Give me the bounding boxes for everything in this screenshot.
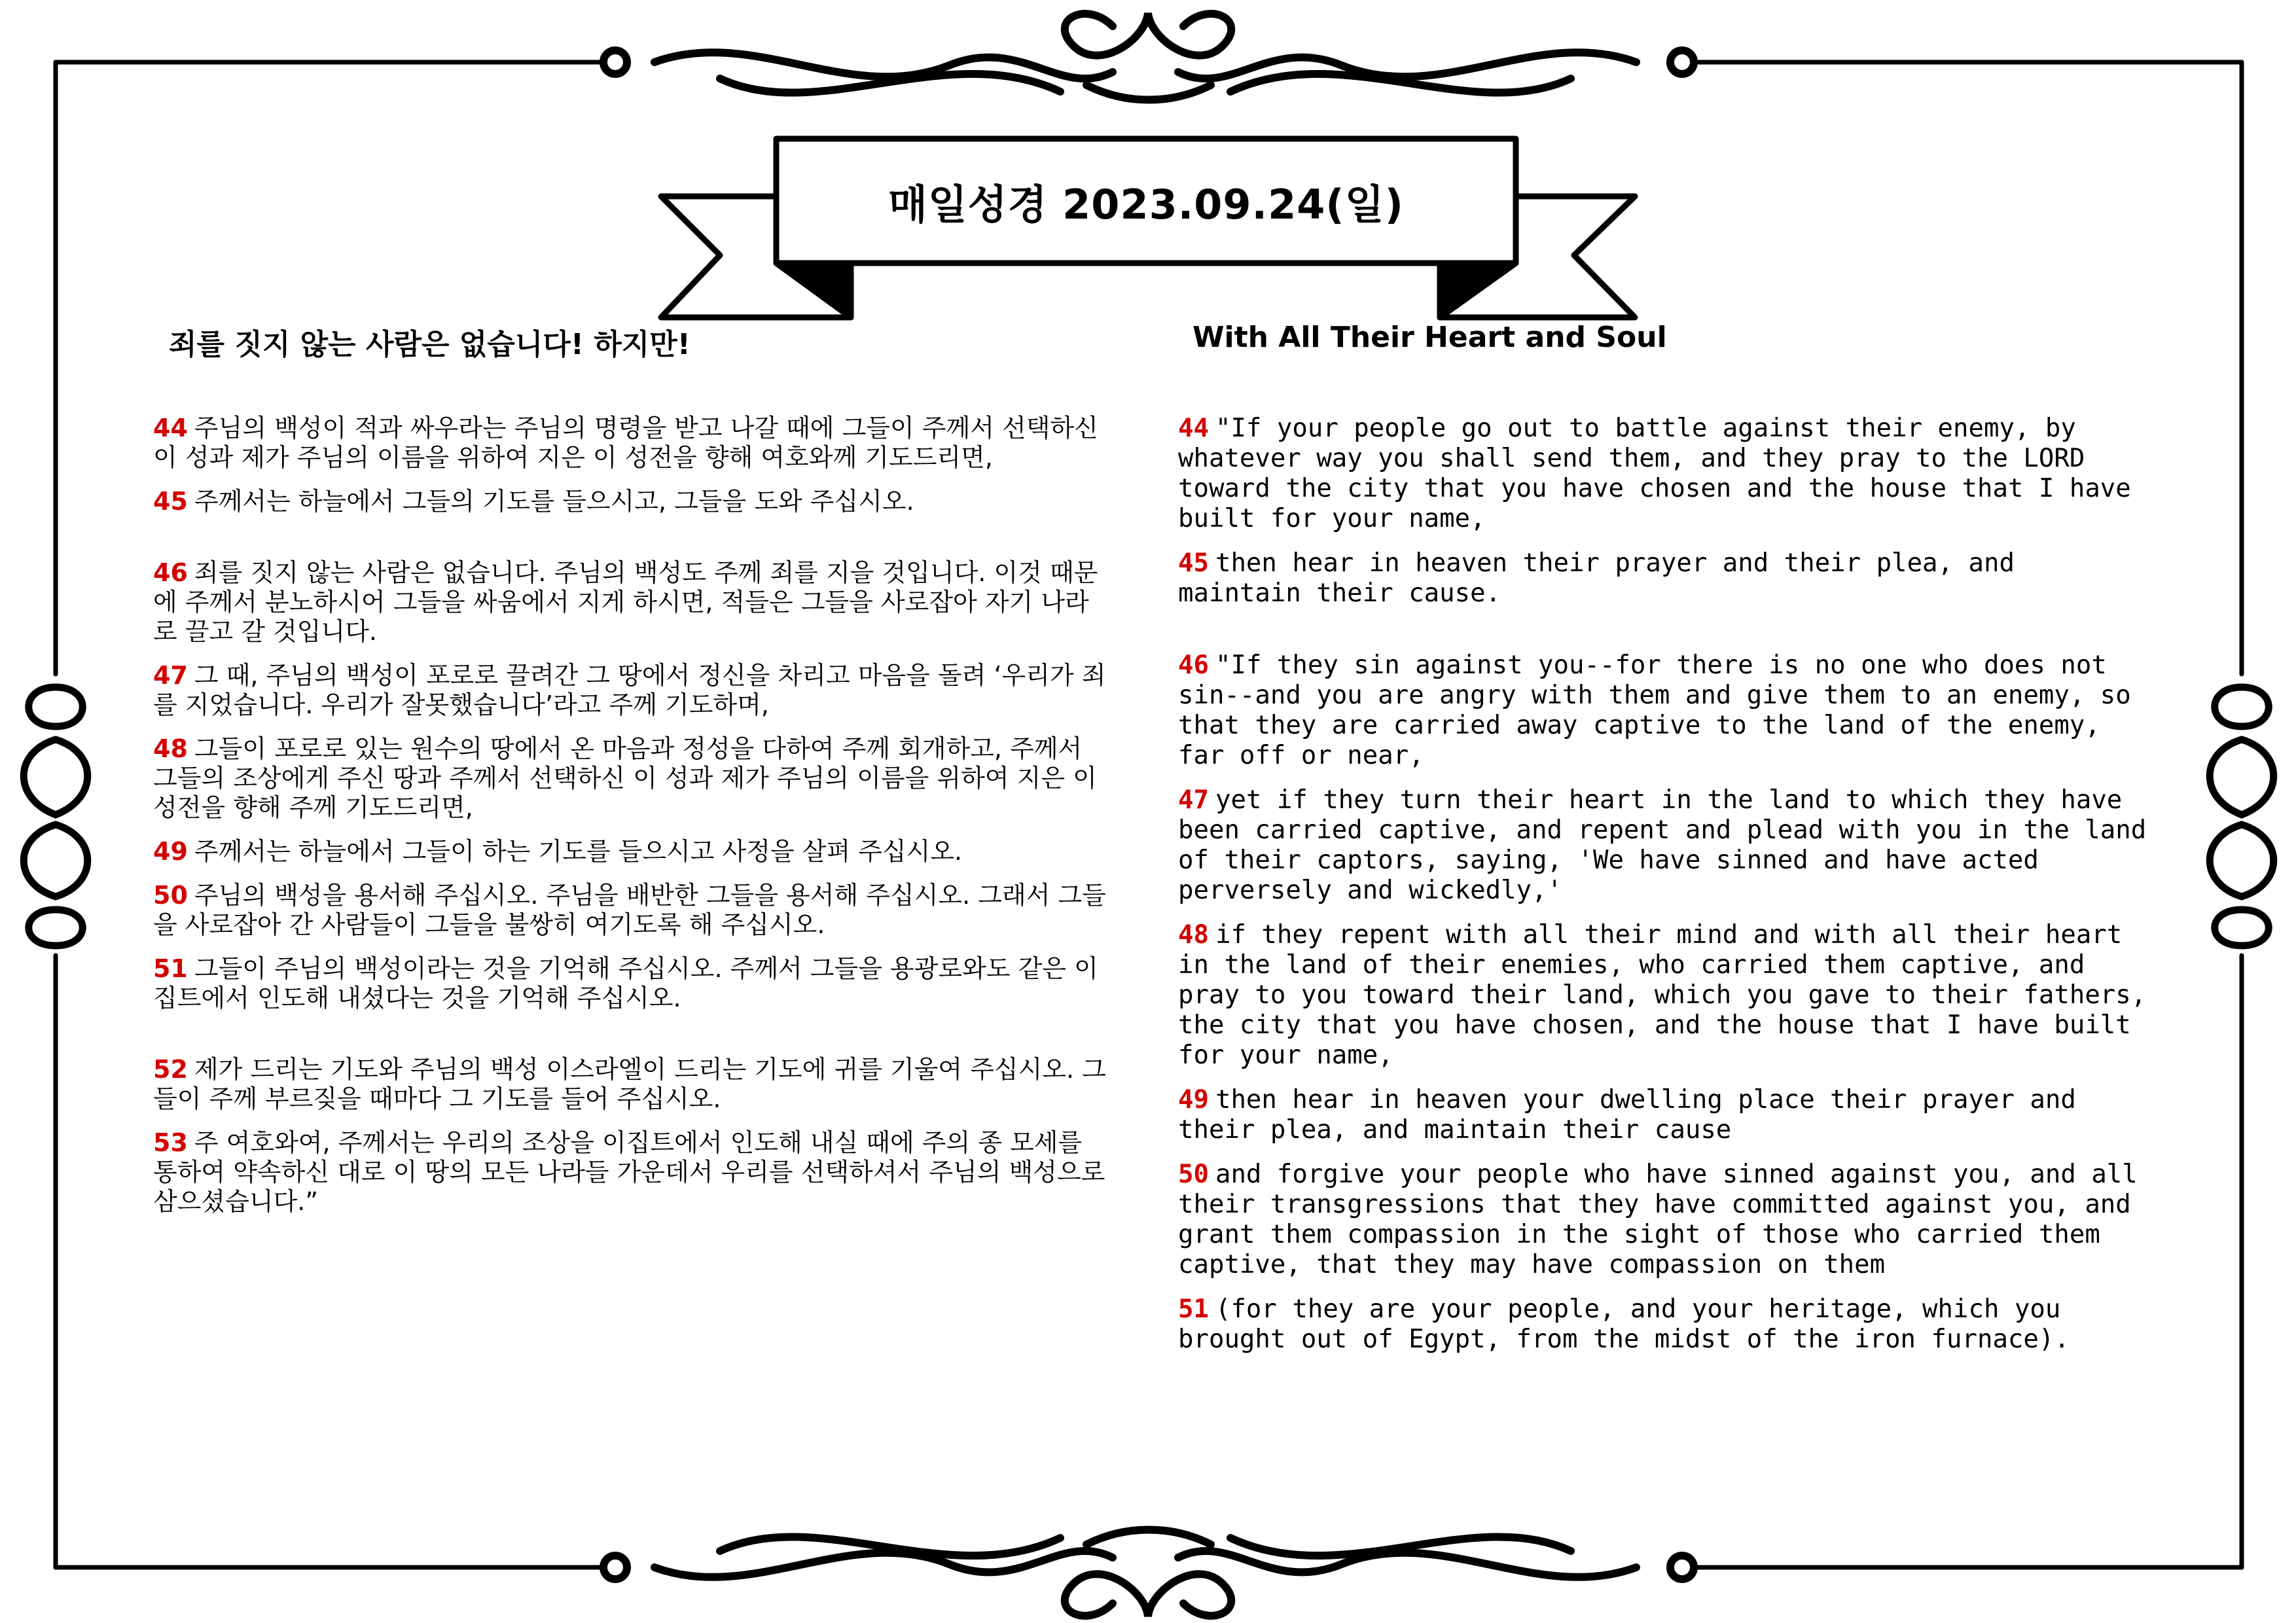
verse-number: 46 bbox=[153, 558, 188, 587]
verse-text: then hear in heaven your dwelling place their prayer and their plea, and maintain their cause bbox=[1178, 1085, 2076, 1145]
english-heading: With All Their Heart and Soul bbox=[1193, 321, 1667, 354]
verse-number: 48 bbox=[153, 734, 188, 763]
english-verse bbox=[1178, 920, 2147, 1071]
left-side-ornament bbox=[24, 687, 88, 946]
verse-number: 44 bbox=[1178, 414, 1209, 443]
verse-number: 52 bbox=[153, 1055, 188, 1084]
korean-verse bbox=[153, 954, 1109, 1013]
verse-number: 50 bbox=[1178, 1160, 1209, 1189]
verse-number: 45 bbox=[153, 487, 188, 516]
verse-number: 49 bbox=[1178, 1085, 1209, 1115]
bottom-flourish-ornament bbox=[603, 1530, 1694, 1617]
english-verse bbox=[1178, 548, 2147, 609]
verse-number: 45 bbox=[1178, 548, 1209, 578]
verse-text: if they repent with all their mind and with all their heart in the land of their enemies, who carried them captive, and pray to you toward their land, which you gave to their fathers, the city that you have chosen, and the house that I have built for your name, bbox=[1178, 920, 2147, 1070]
verse-text: 주께서는 하늘에서 그들의 기도를 들으시고, 그들을 도와 주십시오. bbox=[194, 487, 914, 516]
verse-text: 그들이 주님의 백성이라는 것을 기억해 주십시오. 주께서 그들을 용광로와도 같은 이집트에서 인도해 내셨다는 것을 기억해 주십시오. bbox=[153, 954, 1098, 1012]
korean-verse bbox=[153, 661, 1109, 720]
korean-verse bbox=[153, 881, 1109, 940]
korean-verse bbox=[153, 558, 1109, 647]
top-flourish-ornament bbox=[603, 13, 1694, 100]
verse-number: 49 bbox=[153, 837, 188, 866]
verse-number: 44 bbox=[153, 414, 188, 442]
verse-number: 51 bbox=[153, 954, 188, 983]
english-verse bbox=[1178, 414, 2147, 534]
right-side-ornament bbox=[2210, 687, 2274, 946]
verse-text: (for they are your people, and your heritage, which you brought out of Egypt, from the midst of the iron furnace). bbox=[1178, 1294, 2070, 1354]
english-verse bbox=[1178, 785, 2147, 906]
verse-number: 53 bbox=[153, 1128, 188, 1157]
verse-text: 주께서는 하늘에서 그들이 하는 기도를 들으시고 사정을 살펴 주십시오. bbox=[194, 837, 963, 866]
verse-number: 51 bbox=[1178, 1294, 1209, 1324]
verse-text: and forgive your people who have sinned against you, and all their transgressions that they have committed against you, and grant them compassion in the sight of those who carried them captive, that they may have compassion on them bbox=[1178, 1160, 2138, 1279]
verse-text: 죄를 짓지 않는 사람은 없습니다. 주님의 백성도 주께 죄를 지을 것입니다. 이것 때문에 주께서 분노하시어 그들을 싸움에서 지게 하시면, 적들은 그들을 사로잡아 자기 나라로 끌고 갈 것입니다. bbox=[153, 558, 1098, 646]
korean-verses-column bbox=[153, 414, 1109, 1231]
verse-number: 47 bbox=[153, 661, 188, 690]
verse-text: 주님의 백성을 용서해 주십시오. 주님을 배반한 그들을 용서해 주십시오. 그래서 그들을 사로잡아 간 사람들이 그들을 불쌍히 여기도록 해 주십시오. bbox=[153, 881, 1106, 939]
verse-text: 그들이 포로로 있는 원수의 땅에서 온 마음과 정성을 다하여 주께 회개하고, 주께서 그들의 조상에게 주신 땅과 주께서 선택하신 이 성과 제가 주님의 이름을 위하여 지은 이 성전을 향해 주께 기도드리면, bbox=[153, 734, 1097, 822]
korean-verse bbox=[153, 837, 1109, 866]
english-verse bbox=[1178, 1160, 2147, 1280]
verse-text: 그 때, 주님의 백성이 포로로 끌려간 그 땅에서 정신을 차리고 마음을 돌려 ‘우리가 죄를 지었습니다. 우리가 잘못했습니다’라고 주께 기도하며, bbox=[153, 661, 1106, 719]
english-verse bbox=[1178, 1294, 2147, 1355]
english-verse bbox=[1178, 1085, 2147, 1145]
page-title: 매일성경 2023.09.24(일) bbox=[888, 180, 1404, 228]
korean-verse bbox=[153, 487, 1109, 516]
verse-number: 47 bbox=[1178, 785, 1209, 815]
verse-text: "If your people go out to battle against their enemy, by whatever way you shall send them, and they pray to the LORD toward the city that you have chosen and the house that I have built for your name, bbox=[1178, 414, 2131, 533]
korean-verse bbox=[153, 1055, 1109, 1114]
verse-text: yet if they turn their heart in the land to which they have been carried captive, and repent and plead with you in the land of their captors, saying, 'We have sinned and have acted perversely and wickedly,' bbox=[1178, 785, 2147, 905]
verse-text: 제가 드리는 기도와 주님의 백성 이스라엘이 드리는 기도에 귀를 기울여 주십시오. 그들이 주께 부르짖을 때마다 그 기도를 들어 주십시오. bbox=[153, 1055, 1106, 1113]
verse-text: 주님의 백성이 적과 싸우라는 주님의 명령을 받고 나갈 때에 그들이 주께서 선택하신 이 성과 제가 주님의 이름을 위하여 지은 이 성전을 향해 여호와께 기도드리면, bbox=[153, 414, 1098, 472]
verse-number: 48 bbox=[1178, 920, 1209, 950]
korean-verse bbox=[153, 414, 1109, 473]
verse-text: "If they sin against you--for there is no one who does not sin--and you are angry with them and give them to an enemy, so that they are carried away captive to the land of the enemy, far off or near, bbox=[1178, 651, 2131, 770]
verse-text: 주 여호와여, 주께서는 우리의 조상을 이집트에서 인도해 내실 때에 주의 종 모세를 통하여 약속하신 대로 이 땅의 모든 나라들 가운데서 우리를 선택하셔서 주님의 백성으로 삼으셨습니다.” bbox=[153, 1128, 1105, 1216]
verse-number: 46 bbox=[1178, 651, 1209, 680]
korean-verse bbox=[153, 734, 1109, 823]
verse-number: 50 bbox=[153, 881, 188, 910]
verse-text: then hear in heaven their prayer and their plea, and maintain their cause. bbox=[1178, 548, 2015, 608]
korean-heading: 죄를 짓지 않는 사람은 없습니다! 하지만! bbox=[169, 328, 691, 361]
english-verses-column bbox=[1178, 414, 2147, 1369]
korean-verse bbox=[153, 1128, 1109, 1217]
english-verse bbox=[1178, 651, 2147, 771]
